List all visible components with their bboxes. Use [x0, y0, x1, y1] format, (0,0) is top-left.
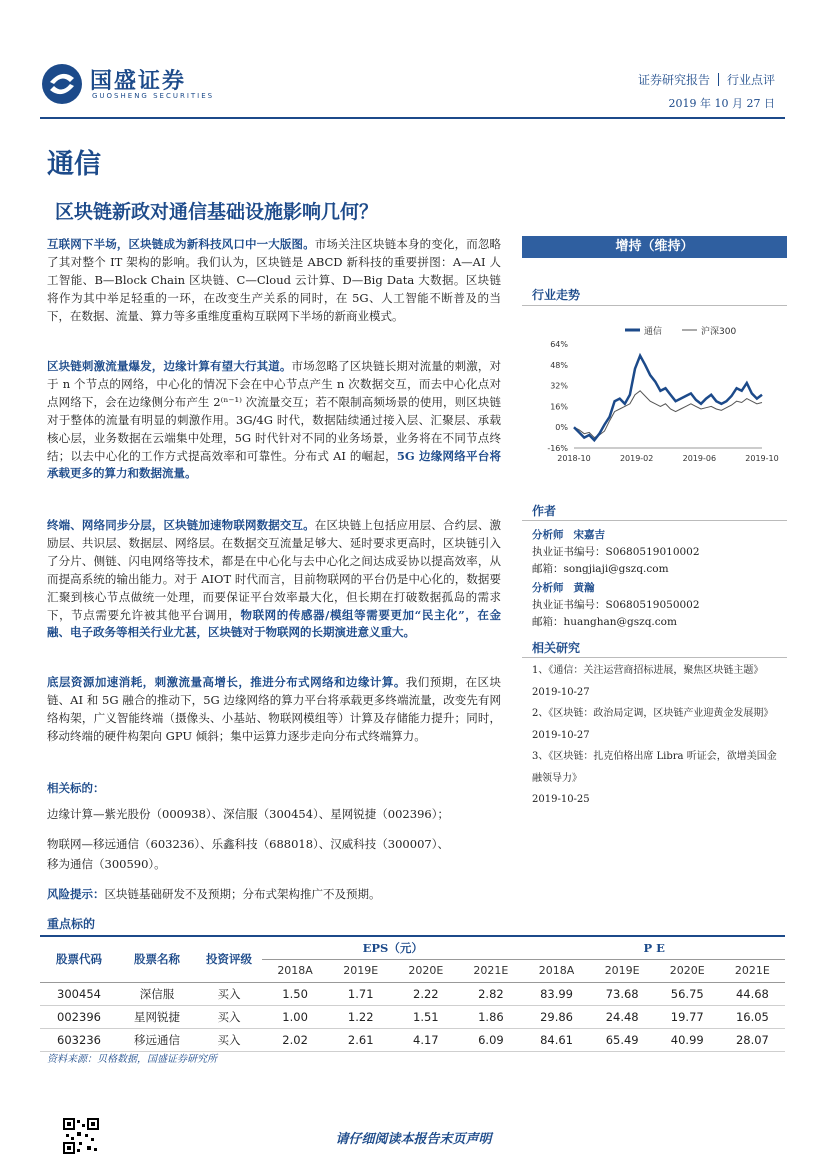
table-cell: 40.99 [655, 1028, 720, 1051]
year-header: 2019E [604, 964, 640, 977]
paragraph-2 [47, 358, 501, 483]
table-cell: 买入 [196, 982, 262, 1005]
table-cell: 1.50 [262, 982, 328, 1005]
table-row [40, 982, 785, 1005]
report-category: 行业点评 [726, 73, 775, 87]
logo-mark-icon [40, 62, 84, 106]
table-cell: 1.22 [328, 1005, 393, 1028]
email-label: 邮箱： [532, 563, 564, 575]
table-cell: 星网锐捷 [118, 1005, 196, 1028]
report-type: 证券研究报告 [637, 73, 710, 87]
report-date: 2019 年 10 月 27 日 [668, 97, 775, 110]
report-type-bar [638, 71, 775, 88]
cert-number: S0680519010002 [605, 546, 700, 558]
series-line-tongxin [574, 356, 762, 441]
author-1 [532, 527, 700, 578]
targets-line-1: 边缘计算—紫光股份（000938）、深信服（300454）、星网锐捷（002396）； [47, 807, 449, 821]
table-cell: 24.48 [590, 1005, 655, 1028]
author-name: 宋嘉吉 [573, 529, 606, 541]
table-source: 资料来源：贝格数据，国盛证券研究所 [47, 1054, 217, 1065]
paragraph-4 [47, 674, 501, 746]
y-tick-label: -16% [547, 444, 568, 453]
section-divider [522, 305, 787, 306]
table-cell: 买入 [196, 1005, 262, 1028]
paragraph-lead: 终端、网络同步分层，区块链加速物联网数据交互。 [47, 518, 315, 532]
legend-label-hs300: 沪深300 [701, 327, 737, 337]
table-cell: 1.00 [262, 1005, 328, 1028]
paragraph-3 [47, 517, 501, 642]
y-tick-label: 64% [550, 340, 568, 349]
paragraph-1 [47, 236, 501, 326]
y-tick-label: 16% [550, 402, 568, 412]
cert-label: 执业证书编号： [532, 599, 606, 611]
company-logo [40, 62, 215, 106]
table-cell: 移远通信 [118, 1028, 196, 1051]
paragraph-lead: 互联网下半场，区块链成为新科技风口中一大版图。 [47, 237, 315, 251]
table-cell: 4.17 [393, 1028, 458, 1051]
col-name: 股票名称 [134, 952, 180, 967]
report-headline: 区块链新政对通信基础设施影响几何？ [55, 201, 379, 223]
table-cell: 73.68 [590, 982, 655, 1005]
author-name: 黄瀚 [573, 582, 595, 594]
paragraph-tail: 物联网的传感器/模组等需要更加“民主化”，在金融、电子政务等相关行业尤甚，区块链对于物联网的长期演进意义重大。 [47, 607, 501, 640]
related-item[interactable]: 3、《区块链：扎克伯格出席 Libra 听证会，欲增美国金融领导力》 2019-10-25 [532, 751, 777, 805]
table-cell: 6.09 [458, 1028, 523, 1051]
author-email[interactable]: songjiaji@gszq.com [563, 563, 669, 575]
table-cell: 2.02 [262, 1028, 328, 1051]
paragraph-tail: 5G 边缘网络平台将承载更多的算力和数据流量。 [47, 448, 502, 481]
author-role: 分析师 [532, 582, 564, 594]
industry-trend-chart [522, 318, 787, 468]
author-2 [532, 580, 700, 631]
year-header: 2018A [277, 964, 313, 977]
table-cell: 44.68 [720, 982, 785, 1005]
table-cell: 83.99 [523, 982, 589, 1005]
x-tick-label: 2019-10 [745, 454, 779, 463]
table-cell: 56.75 [655, 982, 720, 1005]
table-cell: 1.86 [458, 1005, 523, 1028]
table-cell: 买入 [196, 1028, 262, 1051]
table-cell: 1.71 [328, 982, 393, 1005]
table-cell: 29.86 [523, 1005, 589, 1028]
col-eps: EPS（元） [262, 936, 523, 959]
table-cell: 16.05 [720, 1005, 785, 1028]
legend-label-tongxin: 通信 [644, 327, 663, 337]
col-code: 股票代码 [56, 952, 102, 967]
table-cell: 深信服 [118, 982, 196, 1005]
paragraph-lead: 底层资源加速消耗，刺激流量高增长，推进分布式网络和边缘计算。 [47, 675, 406, 689]
col-pe: P E [523, 936, 785, 959]
chart-section-title: 行业走势 [532, 288, 581, 302]
related-item[interactable]: 2、《区块链：政治局定调，区块链产业迎黄金发展期》 2019-10-27 [532, 708, 774, 741]
industry-title: 通信 [47, 149, 101, 180]
risk-warning [47, 886, 381, 902]
table-cell: 19.77 [655, 1005, 720, 1028]
x-tick-label: 2019-06 [682, 454, 717, 463]
company-name-en: GUOSHENG SECURITIES [92, 92, 215, 100]
related-section-title: 相关研究 [532, 641, 581, 655]
table-cell: 65.49 [590, 1028, 655, 1051]
year-header: 2021E [473, 964, 509, 977]
table-cell: 2.61 [328, 1028, 393, 1051]
targets-line-2: 物联网—移远通信（603236）、乐鑫科技（688018）、汉威科技（300007）、 [47, 837, 449, 851]
table-cell: 2.22 [393, 982, 458, 1005]
year-header: 2018A [538, 964, 575, 977]
table-row [40, 1028, 785, 1051]
paragraph-text: 市场忽略了区块链长期对流量的刺激，对于 n 个节点的网络，中心化的情况下会在中心节点产生 n 次数据交互，而去中心化点对点网络下，会在边缘侧分布产生 2⁽ⁿ⁻¹⁾ 次流量交互；若不限制高频场景的使用，则区块链对于整体的流量有明显的刺激作用。3G/4G 时代，数据陆续通过接入层、汇聚层、承载核心层，业务数据在云端集中处理，5G 时代针对不同的业务场景，业务将在不同节点终结；以去中心化的工作方式提高效率和可靠性。分布式 AI 的崛起， [47, 359, 502, 463]
section-divider [522, 657, 787, 658]
table-title: 重点标的 [47, 917, 96, 931]
related-list [532, 660, 784, 811]
table-cell: 28.07 [720, 1028, 785, 1051]
risk-text: 区块链基础研发不及预期；分布式架构推广不及预期。 [104, 887, 381, 901]
table-row [40, 1005, 785, 1028]
header-divider [40, 117, 785, 119]
year-header: 2020E [408, 964, 444, 977]
year-header: 2021E [734, 964, 770, 977]
y-tick-label: 0% [555, 423, 568, 433]
x-tick-label: 2019-02 [619, 454, 654, 463]
x-tick-label: 2018-10 [557, 454, 591, 463]
disclaimer: 请仔细阅读本报告末页声明 [335, 1132, 492, 1147]
table-cell: 2.82 [458, 982, 523, 1005]
risk-label: 风险提示： [47, 887, 105, 901]
cert-number: S0680519050002 [605, 599, 700, 611]
cert-label: 执业证书编号： [532, 546, 606, 558]
paragraph-text: 在区块链上包括应用层、合约层、激励层、共识层、数据层、网络层。在数据交互流量足够大、延时要求更高时，区块链引入了分片、侧链、闪电网络等技术，都是在中心化与去中心化之间达成妥协以提高效率，从而提高系统的输出能力。对于 AIOT 时代而言，目前物联网的平台仍是中心化的，数据要汇聚到核心节点做统一处理，而要保证平台效率最大化，但长期在打破数据孤岛的需求下，节点需要允许被其他平台调用， [47, 518, 501, 622]
company-name: 国盛证券 [90, 69, 187, 94]
targets-line-3: 移为通信（300590）。 [47, 857, 166, 871]
table-cell: 603236 [40, 1028, 118, 1051]
y-tick-label: 48% [550, 360, 568, 370]
targets-title: 相关标的： [47, 781, 105, 795]
author-section-title: 作者 [532, 504, 557, 518]
paragraph-text: 市场关注区块链本身的变化，而忽略了其对整个 IT 架构的影响。我们认为，区块链是 ABCD 新科技的重要拼图：A—AI 人工智能、B—Block Chain 区块链、C—Cloud 云计算、D—Big Data 大数据。区块链将作为其中举足轻重的一环，在改变生产关系的同时，在 5G、人工智能不断普及的当下，在数据、流量、算力等多重维度重构互联网下半场的新商业模式。 [47, 237, 501, 323]
year-header: 2019E [343, 964, 379, 977]
related-item[interactable]: 1、《通信：关注运营商招标进展，聚焦区块链主题》 2019-10-27 [532, 665, 764, 698]
table-cell: 300454 [40, 982, 118, 1005]
col-rating: 投资评级 [206, 952, 252, 967]
paragraph-text: 我们预期，在区块链、AI 和 5G 融合的推动下，5G 边缘网络的算力平台将承载更多终端流量，改变先有网络构架，广义智能终端（摄像头、小基站、物联网模组等）计算及存储能力提升；同时，移动终端的硬件构架向 GPU 倾斜；集中运算力逐步走向分布式终端算力。 [47, 675, 501, 743]
year-header: 2020E [669, 964, 705, 977]
table-cell: 1.51 [393, 1005, 458, 1028]
key-stocks-table [40, 935, 785, 1052]
paragraph-lead: 区块链刺激流量爆发，边缘计算有望大行其道。 [47, 359, 292, 373]
table-cell: 84.61 [523, 1028, 589, 1051]
rating-badge: 增持（维持） [522, 236, 787, 258]
y-tick-label: 32% [550, 381, 568, 391]
author-role: 分析师 [532, 529, 564, 541]
author-email[interactable]: huanghan@gszq.com [563, 616, 677, 628]
section-divider [522, 520, 787, 521]
email-label: 邮箱： [532, 616, 564, 628]
table-cell: 002396 [40, 1005, 118, 1028]
